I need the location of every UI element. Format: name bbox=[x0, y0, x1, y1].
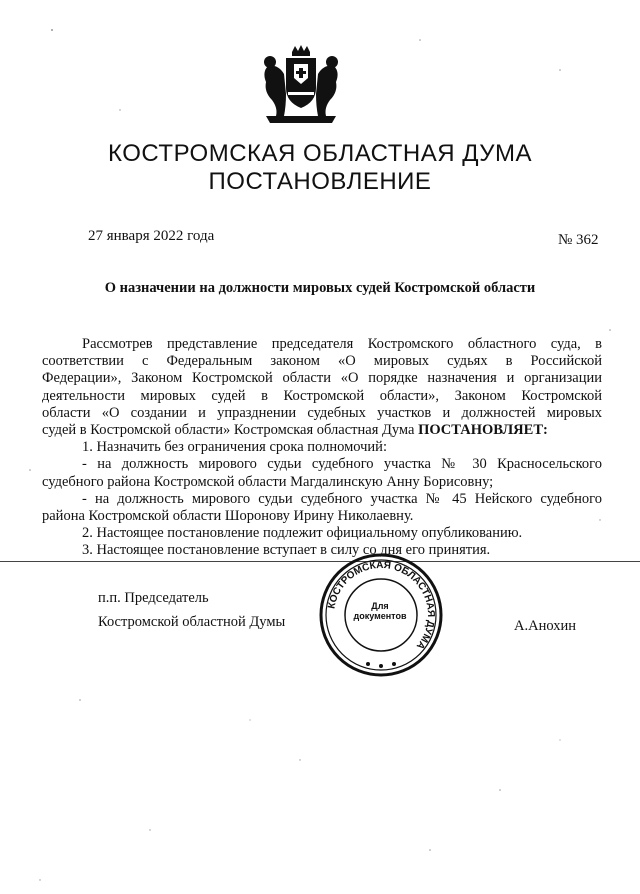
preamble-line: области «О создании и упразднении судебных участков и должностей мировых bbox=[42, 404, 602, 421]
item-2: 2. Настоящее постановление подлежит официальному опубликованию. bbox=[82, 525, 523, 542]
resolves-word: ПОСТАНОВЛЯЕТ: bbox=[418, 422, 548, 439]
stamp-center-text bbox=[348, 601, 412, 621]
item-1a-line: судебного района Костромской области Магдалинскую Анну Борисовну; bbox=[42, 473, 494, 490]
stamp-ring-text: КОСТРОМСКАЯ ОБЛАСТНАЯ ДУМА bbox=[326, 559, 437, 652]
organization-name: КОСТРОМСКАЯ ОБЛАСТНАЯ ДУМА bbox=[108, 140, 532, 167]
item-3: 3. Настоящее постановление вступает в силу со дня его принятия. bbox=[82, 542, 491, 559]
item-1b-line: района Костромской области Шоронову Ирину Николаевну. bbox=[42, 508, 414, 525]
signature-position: п.п. Председатель bbox=[98, 590, 209, 606]
coat-of-arms-emblem bbox=[258, 44, 344, 124]
document-date: 27 января 2022 года bbox=[88, 228, 215, 244]
preamble-last-text: судей в Костромской области» Костромская областная Дума bbox=[42, 422, 415, 439]
item-1: 1. Назначить без ограничения срока полномочий: bbox=[82, 439, 387, 456]
preamble-line: Рассмотрев представление председателя Костромского областного суда, в bbox=[82, 336, 602, 352]
preamble-line: соответствии с Федеральным законом «О мировых судьях в Российской bbox=[42, 353, 602, 370]
preamble-line: Федерации», Законом Костромской области «О порядке назначения и организации bbox=[42, 370, 602, 387]
item-1a-line: - на должность мирового судьи судебного участка № 30 Красносельского bbox=[82, 456, 602, 473]
document-number: № 362 bbox=[558, 232, 599, 248]
document-type: ПОСТАНОВЛЕНИЕ bbox=[208, 168, 432, 195]
stamp-center-line: Для bbox=[371, 601, 389, 611]
stamp-center-line: документов bbox=[353, 611, 407, 621]
document-body bbox=[42, 336, 602, 560]
preamble-last-line bbox=[42, 422, 602, 439]
signature-organization: Костромской областной Думы bbox=[98, 614, 286, 630]
item-1b-line: - на должность мирового судьи судебного участка № 45 Нейского судебного bbox=[82, 490, 602, 507]
preamble-line: деятельности мировых судей в Костромской области», Законом Костромской bbox=[42, 387, 602, 404]
document-title: О назначении на должности мировых судей Костромской области bbox=[104, 280, 536, 296]
signature-name: А.Анохин bbox=[514, 618, 576, 634]
